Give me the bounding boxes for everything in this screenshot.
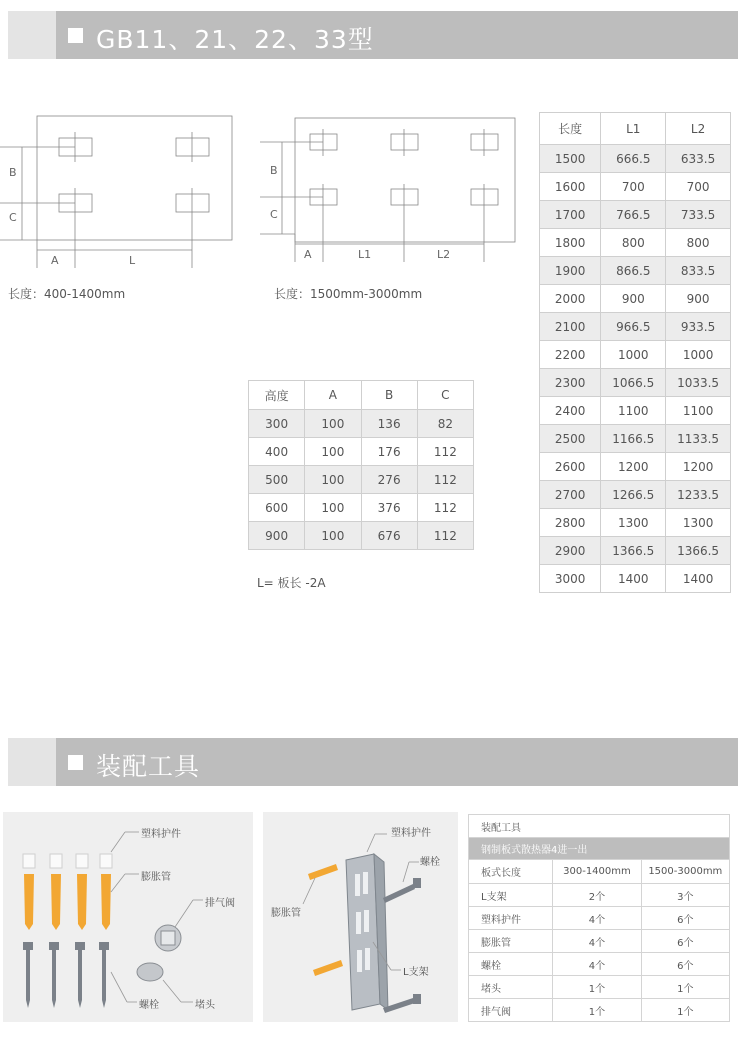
- table-row: [249, 438, 474, 466]
- table-cell: 833.5: [666, 257, 731, 285]
- table-row: [540, 145, 731, 173]
- table-cell: 633.5: [666, 145, 731, 173]
- table-header-cell: 高度: [249, 381, 305, 410]
- table-cell: 1000: [601, 341, 666, 369]
- table-cell: 6个: [641, 907, 729, 930]
- table-cell: 膨胀管: [469, 930, 553, 953]
- table-cell: 1033.5: [666, 369, 731, 397]
- table-row: [249, 494, 474, 522]
- table-header-row: [540, 113, 731, 145]
- diagram1-caption: 长度：400-1400mm: [8, 287, 126, 301]
- table-header-cell: C: [417, 381, 473, 410]
- table-row: [540, 425, 731, 453]
- accessories-illustration: [3, 812, 253, 1022]
- table-cell: 螺栓: [469, 953, 553, 976]
- tools-table-title: 装配工具: [469, 815, 730, 838]
- table-cell: 100: [305, 466, 361, 494]
- table-header-cell: 300-1400mm: [553, 860, 641, 884]
- tools-table-subtitle: 钢制板式散热器4进一出: [469, 838, 730, 860]
- table-cell: 800: [601, 229, 666, 257]
- table-cell: 排气阀: [469, 999, 553, 1022]
- length-table: [539, 112, 731, 593]
- label-bolt: 螺栓: [420, 857, 440, 868]
- table-title-row: [469, 815, 730, 838]
- table-cell: 1个: [641, 999, 729, 1022]
- table-header-cell: 长度: [540, 113, 601, 145]
- table-cell: 100: [305, 494, 361, 522]
- table-cell: 6个: [641, 930, 729, 953]
- section-title: 装配工具: [96, 752, 201, 781]
- dim-label-b: B: [9, 166, 17, 179]
- table-row: [540, 341, 731, 369]
- table-cell: 2600: [540, 453, 601, 481]
- table-row: [540, 481, 731, 509]
- table-cell: 1700: [540, 201, 601, 229]
- table-cell: 1个: [553, 999, 641, 1022]
- section-title: GB11、21、22、33型: [96, 25, 374, 54]
- table-cell: 112: [417, 466, 473, 494]
- table-header-cell: L1: [601, 113, 666, 145]
- table-cell: 900: [249, 522, 305, 550]
- dim-label-l: L: [129, 254, 136, 267]
- table-cell: 1600: [540, 173, 601, 201]
- table-cell: 1800: [540, 229, 601, 257]
- table-row: [540, 537, 731, 565]
- table-row: [540, 201, 731, 229]
- label-plastic-part: 塑料护件: [391, 828, 431, 839]
- accessories-photo: [3, 812, 253, 1022]
- table-subtitle-row: [469, 838, 730, 860]
- table-cell: 100: [305, 410, 361, 438]
- formula-note: L= 板长 -2A: [257, 576, 326, 590]
- table-cell: 112: [417, 494, 473, 522]
- table-cell: 700: [601, 173, 666, 201]
- table-cell: 1066.5: [601, 369, 666, 397]
- table-cell: 1个: [641, 976, 729, 999]
- dim-label-b2: B: [270, 164, 278, 177]
- table-cell: 2700: [540, 481, 601, 509]
- table-row: [249, 410, 474, 438]
- table-cell: 100: [305, 522, 361, 550]
- table-header-cell: B: [361, 381, 417, 410]
- table-cell: 4个: [553, 953, 641, 976]
- table-cell: 2400: [540, 397, 601, 425]
- mounting-diagram-short: [0, 110, 240, 270]
- table-cell: 2500: [540, 425, 601, 453]
- bracket-photo: [263, 812, 458, 1022]
- table-cell: 800: [666, 229, 731, 257]
- table-row: [540, 369, 731, 397]
- dim-label-l1: L1: [358, 248, 372, 261]
- tools-table: [468, 814, 730, 1022]
- table-cell: 3000: [540, 565, 601, 593]
- table-cell: 1366.5: [666, 537, 731, 565]
- table-cell: 6个: [641, 953, 729, 976]
- table-row: [540, 313, 731, 341]
- table-cell: 1900: [540, 257, 601, 285]
- table-row: [469, 999, 730, 1022]
- table-cell: 1300: [666, 509, 731, 537]
- table-header-cell: L2: [666, 113, 731, 145]
- table-cell: 1000: [666, 341, 731, 369]
- table-cell: 276: [361, 466, 417, 494]
- table-cell: 堵头: [469, 976, 553, 999]
- table-cell: 2000: [540, 285, 601, 313]
- table-cell: L支架: [469, 884, 553, 907]
- table-row: [540, 509, 731, 537]
- table-cell: 3个: [641, 884, 729, 907]
- table-row: [540, 257, 731, 285]
- table-cell: 2800: [540, 509, 601, 537]
- table-cell: 2300: [540, 369, 601, 397]
- table-row: [540, 453, 731, 481]
- table-row: [469, 953, 730, 976]
- label-bolt: 螺栓: [139, 1000, 159, 1011]
- table-cell: 400: [249, 438, 305, 466]
- table-cell: 500: [249, 466, 305, 494]
- table-cell: 1366.5: [601, 537, 666, 565]
- table-cell: 376: [361, 494, 417, 522]
- table-cell: 1233.5: [666, 481, 731, 509]
- table-cell: 82: [417, 410, 473, 438]
- table-row: [469, 976, 730, 999]
- table-header-row: [249, 381, 474, 410]
- label-anchor: 膨胀管: [141, 872, 171, 883]
- table-cell: 1200: [601, 453, 666, 481]
- table-row: [469, 884, 730, 907]
- table-row: [469, 930, 730, 953]
- table-cell: 676: [361, 522, 417, 550]
- table-cell: 766.5: [601, 201, 666, 229]
- table-cell: 300: [249, 410, 305, 438]
- table-cell: 1400: [666, 565, 731, 593]
- table-header-cell: A: [305, 381, 361, 410]
- table-cell: 4个: [553, 907, 641, 930]
- height-table: [248, 380, 474, 550]
- label-air-valve: 排气阀: [205, 898, 235, 909]
- table-cell: 112: [417, 522, 473, 550]
- section-banner-models: [8, 11, 738, 59]
- table-cell: 塑料护件: [469, 907, 553, 930]
- table-header-row: [469, 860, 730, 884]
- table-row: [249, 522, 474, 550]
- label-l-bracket: L支架: [403, 967, 429, 978]
- mounting-diagram-long: [260, 112, 520, 268]
- table-cell: 900: [666, 285, 731, 313]
- table-cell: 666.5: [601, 145, 666, 173]
- table-cell: 1200: [666, 453, 731, 481]
- table-cell: 866.5: [601, 257, 666, 285]
- table-cell: 1266.5: [601, 481, 666, 509]
- dim-label-a2: A: [304, 248, 312, 261]
- table-cell: 112: [417, 438, 473, 466]
- table-row: [469, 907, 730, 930]
- table-row: [249, 466, 474, 494]
- table-cell: 100: [305, 438, 361, 466]
- table-cell: 2100: [540, 313, 601, 341]
- table-header-cell: 1500-3000mm: [641, 860, 729, 884]
- label-anchor: 膨胀管: [271, 908, 301, 919]
- table-header-cell: 板式长度: [469, 860, 553, 884]
- table-cell: 2个: [553, 884, 641, 907]
- section-banner-tools: [8, 738, 738, 786]
- square-icon: [68, 755, 83, 770]
- table-cell: 2900: [540, 537, 601, 565]
- dim-label-c: C: [9, 211, 17, 224]
- table-cell: 2200: [540, 341, 601, 369]
- table-cell: 4个: [553, 930, 641, 953]
- table-row: [540, 565, 731, 593]
- table-cell: 700: [666, 173, 731, 201]
- table-cell: 933.5: [666, 313, 731, 341]
- table-cell: 1100: [601, 397, 666, 425]
- label-plastic-part: 塑料护件: [141, 829, 181, 840]
- table-cell: 136: [361, 410, 417, 438]
- square-icon: [68, 28, 83, 43]
- table-cell: 1300: [601, 509, 666, 537]
- dim-label-c2: C: [270, 208, 278, 221]
- table-row: [540, 173, 731, 201]
- table-row: [540, 397, 731, 425]
- table-cell: 1400: [601, 565, 666, 593]
- table-cell: 1500: [540, 145, 601, 173]
- dim-label-l2: L2: [437, 248, 451, 261]
- table-cell: 1133.5: [666, 425, 731, 453]
- table-cell: 966.5: [601, 313, 666, 341]
- label-plug: 堵头: [195, 1000, 215, 1011]
- table-cell: 176: [361, 438, 417, 466]
- dim-label-a: A: [51, 254, 59, 267]
- diagram2-caption: 长度：1500mm-3000mm: [274, 287, 423, 301]
- table-cell: 733.5: [666, 201, 731, 229]
- table-row: [540, 229, 731, 257]
- table-row: [540, 285, 731, 313]
- table-cell: 600: [249, 494, 305, 522]
- table-cell: 1个: [553, 976, 641, 999]
- table-cell: 1100: [666, 397, 731, 425]
- table-cell: 900: [601, 285, 666, 313]
- table-cell: 1166.5: [601, 425, 666, 453]
